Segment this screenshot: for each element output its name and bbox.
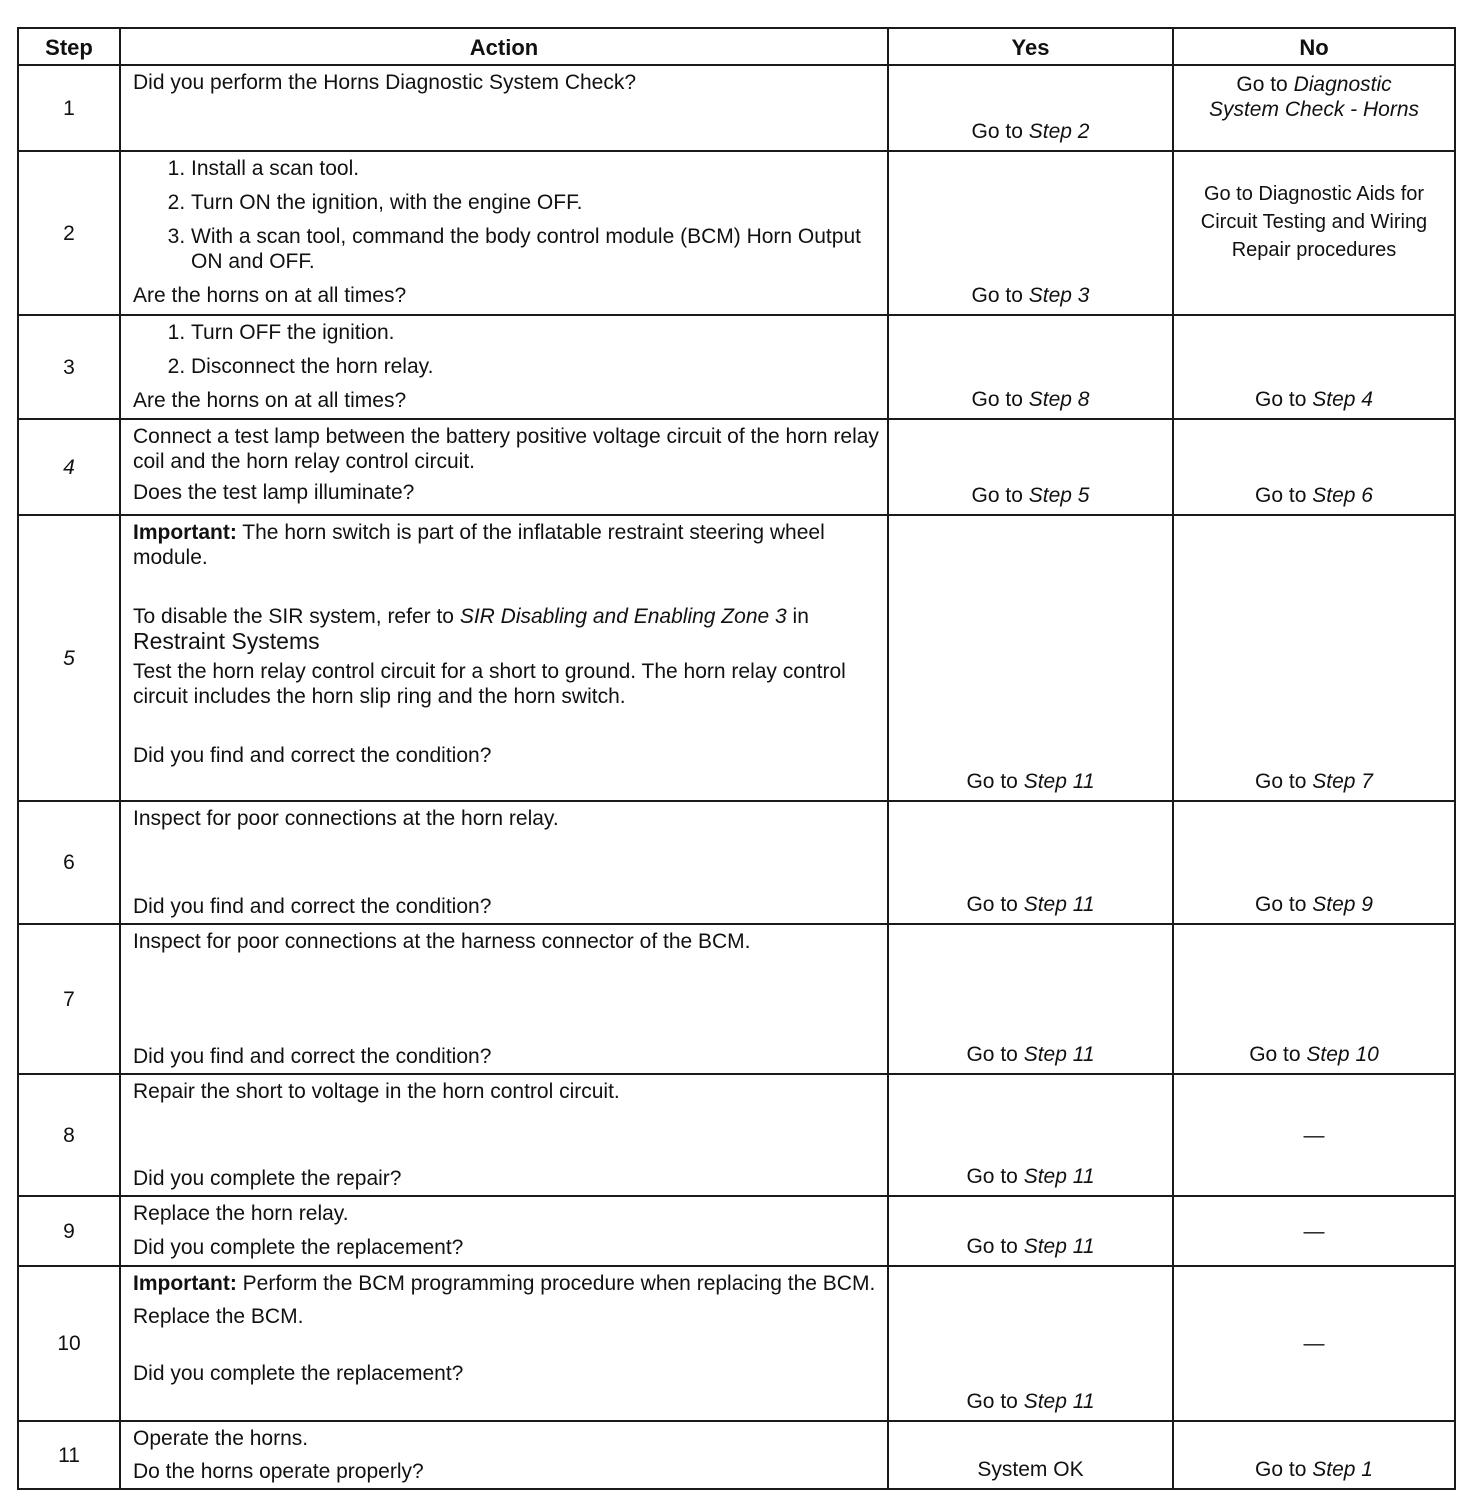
no-dash: — [1303,1332,1325,1355]
step-number: 9 [18,1196,120,1266]
action-cell [120,419,888,515]
no-cell [1173,151,1455,315]
sir-book: Restraint Systems [133,628,320,654]
yes-prefix: Go to [966,1165,1018,1188]
yes-cell [888,1266,1173,1421]
table-row [18,419,1455,515]
no-cell [1173,924,1455,1074]
important-note [133,1271,879,1296]
yes-prefix: Go to [966,1043,1018,1066]
list-item: 1. Install a scan tool. [191,156,879,181]
yes-cell [888,1421,1173,1489]
yes-text: System OK [977,1458,1084,1481]
action-question: Did you complete the replacement? [133,1362,464,1385]
important-label: Important: [133,1272,237,1295]
no-prefix: Go to [1255,388,1307,411]
yes-prefix: Go to [971,388,1023,411]
no-dash: — [1303,1219,1325,1243]
table-row [18,1421,1455,1489]
no-cell [1173,1196,1455,1266]
table-row [18,1074,1455,1196]
no-cell [1173,65,1455,151]
step-number: 3 [18,315,120,419]
step-number: 5 [18,515,120,801]
action-cell [120,315,888,419]
action-question: Do the horns operate properly? [133,1460,424,1483]
step-number: 4 [18,419,120,515]
yes-prefix: Go to [971,120,1023,143]
action-question: Does the test lamp illuminate? [133,481,415,504]
no-cell [1173,801,1455,924]
yes-cell [888,419,1173,515]
no-cell [1173,419,1455,515]
sir-prefix: To disable the SIR system, refer to [133,605,454,628]
no-cell [1173,1266,1455,1421]
yes-cell [888,924,1173,1074]
action-text: Repair the short to voltage in the horn control circuit. [133,1080,620,1103]
sir-in: in [792,605,809,628]
yes-cell [888,65,1173,151]
no-prefix: Go to [1255,770,1307,793]
action-text: Inspect for poor connections at the horn relay. [133,807,559,830]
header-step: Step [18,28,120,65]
action-question: Are the horns on at all times? [133,389,407,412]
yes-cell [888,315,1173,419]
yes-step-link[interactable]: Step 11 [1023,893,1095,916]
step-number: 1 [18,65,120,151]
important-text: Perform the BCM programming procedure when replacing the BCM. [242,1272,876,1295]
header-action: Action [120,28,888,65]
step-number: 8 [18,1074,120,1196]
no-cell [1173,1421,1455,1489]
yes-cell [888,1074,1173,1196]
table-row [18,801,1455,924]
action-cell [120,801,888,924]
action-cell [120,1196,888,1266]
no-ref-link-cont[interactable]: System Check - Horns [1208,98,1420,121]
step-number: 2 [18,151,120,315]
yes-step-link[interactable]: Step 11 [1023,1390,1095,1413]
no-prefix: Go to [1249,1043,1301,1066]
no-prefix: Go to [1255,484,1307,507]
no-cell [1173,315,1455,419]
action-question: Did you complete the repair? [133,1167,402,1190]
step-number: 10 [18,1266,120,1421]
no-ref-link[interactable]: Diagnostic [1293,73,1392,96]
no-prefix: Go to [1255,1458,1307,1481]
action-steps [133,320,879,379]
no-ref-link[interactable]: Go to Diagnostic Aids for Circuit Testing and Wiring Repair procedures [1200,183,1428,261]
no-step-link[interactable]: Step 6 [1312,484,1373,507]
action-question: Did you find and correct the condition? [133,1045,492,1068]
yes-step-link[interactable]: Step 11 [1023,1043,1095,1066]
yes-step-link[interactable]: Step 3 [1028,284,1090,307]
no-step-link[interactable]: Step 1 [1312,1458,1373,1481]
yes-cell [888,801,1173,924]
yes-prefix: Go to [966,770,1018,793]
action-steps [133,156,879,274]
important-text: The horn switch is part of the inflatable restraint steering wheel module. [133,521,825,569]
no-step-link[interactable]: Step 9 [1312,893,1373,916]
table-row [18,924,1455,1074]
action-question: Did you complete the replacement? [133,1236,464,1259]
step-number: 6 [18,801,120,924]
action-question: Did you find and correct the condition? [133,744,492,767]
list-item: 2. Disconnect the horn relay. [191,354,879,379]
table-row [18,1196,1455,1266]
step-number: 7 [18,924,120,1074]
action-question: Did you find and correct the condition? [133,895,492,918]
no-dash: — [1303,1123,1325,1147]
action-text: Did you perform the Horns Diagnostic System Check? [133,71,637,94]
action-cell [120,1074,888,1196]
action-cell [120,924,888,1074]
table-row [18,151,1455,315]
header-no: No [1173,28,1455,65]
yes-prefix: Go to [966,1390,1018,1413]
yes-cell [888,151,1173,315]
yes-step-link[interactable]: Step 2 [1028,120,1090,143]
no-step-link[interactable]: Step 7 [1312,770,1373,793]
action-cell [120,1266,888,1421]
no-prefix: Go to [1236,73,1288,96]
no-cell [1173,515,1455,801]
action-cell [120,65,888,151]
yes-prefix: Go to [971,484,1023,507]
important-label: Important: [133,521,237,544]
yes-step-link[interactable]: Step 11 [1023,1235,1095,1258]
action-cell [120,515,888,801]
yes-step-link[interactable]: Step 8 [1028,388,1090,411]
yes-cell [888,515,1173,801]
action-text: Connect a test lamp between the battery positive voltage circuit of the horn relay coil and the horn relay control circuit. [133,425,879,473]
important-note [133,520,879,570]
yes-prefix: Go to [966,893,1018,916]
action-text: Replace the BCM. [133,1305,304,1328]
list-item: 1. Turn OFF the ignition. [191,320,879,345]
action-text: Inspect for poor connections at the harness connector of the BCM. [133,930,751,953]
header-yes: Yes [888,28,1173,65]
step-number: 11 [18,1421,120,1489]
list-item: 2. Turn ON the ignition, with the engine OFF. [191,190,879,215]
header-row [18,28,1455,65]
table-row [18,515,1455,801]
action-text: Test the horn relay control circuit for a short to ground. The horn relay control circuit includes the horn slip ring and the horn switch. [133,660,846,708]
action-cell [120,151,888,315]
action-text: Operate the horns. [133,1427,309,1450]
diagnostic-table [17,27,1456,1490]
list-item: 3. With a scan tool, command the body control module (BCM) Horn Output ON and OFF. [191,224,879,274]
table-row [18,1266,1455,1421]
sir-link[interactable]: SIR Disabling and Enabling Zone 3 [459,605,787,628]
table-row [18,315,1455,419]
yes-prefix: Go to [971,284,1023,307]
yes-step-link[interactable]: Step 5 [1028,484,1090,507]
action-cell [120,1421,888,1489]
table-row [18,65,1455,151]
yes-cell [888,1196,1173,1266]
no-step-link[interactable]: Step 10 [1306,1043,1379,1066]
no-prefix: Go to [1255,893,1307,916]
sir-note [133,604,879,655]
action-question: Are the horns on at all times? [133,284,407,307]
yes-prefix: Go to [966,1235,1018,1258]
action-text: Replace the horn relay. [133,1202,349,1225]
no-cell [1173,1074,1455,1196]
yes-step-link[interactable]: Step 11 [1023,1165,1095,1188]
no-step-link[interactable]: Step 4 [1312,388,1373,411]
yes-step-link[interactable]: Step 11 [1023,770,1095,793]
